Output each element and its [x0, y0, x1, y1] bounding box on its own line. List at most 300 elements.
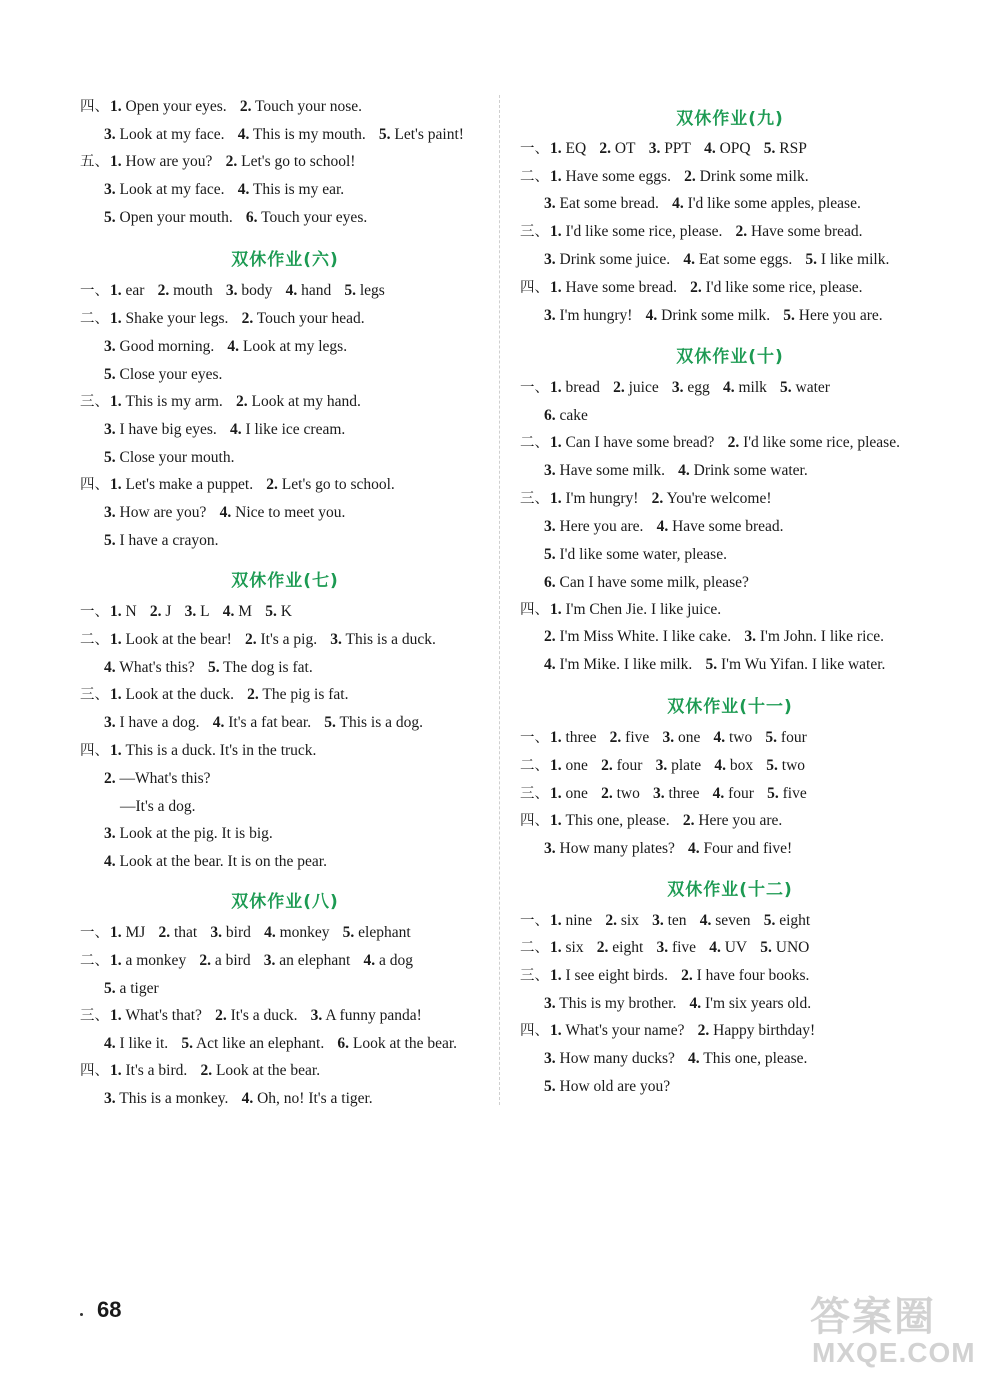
- item-text: OT: [610, 140, 636, 157]
- answer-item: [110, 282, 144, 299]
- item-number: 2.: [681, 967, 693, 984]
- item-text: A funny panda!: [322, 1007, 422, 1024]
- answer-item: [678, 462, 808, 479]
- item-text: This is a dog.: [335, 714, 423, 731]
- answer-line: [544, 627, 884, 647]
- group-number: 二、: [520, 435, 549, 451]
- item-number: 4.: [237, 126, 250, 143]
- group-number: 二、: [520, 169, 549, 185]
- item-number: 4.: [229, 421, 242, 438]
- item-text: hand: [297, 282, 332, 299]
- group-number: 二、: [80, 632, 109, 648]
- item-number: 2.: [158, 924, 171, 941]
- group-number: 四、: [520, 1023, 549, 1039]
- group-number: 一、: [80, 283, 109, 299]
- item-text: a tiger: [115, 980, 159, 997]
- item-text: five: [621, 729, 650, 746]
- answer-item: [690, 995, 812, 1012]
- item-text: Have some bread.: [747, 223, 863, 240]
- item-number: 5.: [763, 140, 776, 157]
- item-number: 2.: [651, 490, 664, 507]
- answer-item: [550, 912, 592, 929]
- answer-item: [266, 476, 395, 493]
- item-text: six: [616, 912, 639, 929]
- item-text: Drink some juice.: [555, 251, 671, 268]
- answer-line: [520, 811, 782, 831]
- item-text: I see eight birds.: [561, 967, 668, 984]
- answer-line: [544, 839, 792, 859]
- answer-line: [80, 741, 316, 761]
- answer-line: [544, 306, 883, 326]
- answer-item: [104, 366, 222, 383]
- answer-item: [766, 757, 805, 774]
- answer-item: [672, 195, 861, 212]
- item-number: 1.: [550, 912, 562, 929]
- answer-item: [550, 140, 586, 157]
- answer-line: [80, 281, 385, 301]
- item-text: I'd like some rice, please.: [739, 434, 900, 451]
- answer-item: [226, 153, 356, 170]
- answer-item: [246, 209, 367, 226]
- answer-item: [104, 532, 218, 549]
- item-text: two: [725, 729, 753, 746]
- item-text: I'm Mike. I like milk.: [555, 656, 693, 673]
- item-number: 4.: [656, 518, 669, 535]
- item-number: 4.: [722, 379, 735, 396]
- item-text: How are you?: [115, 504, 207, 521]
- answer-item: [220, 504, 346, 521]
- item-text: Look at my face.: [115, 181, 225, 198]
- group-number: 四、: [80, 99, 109, 115]
- item-text: eight: [608, 939, 644, 956]
- item-text: box: [725, 757, 754, 774]
- answer-item: [544, 1078, 670, 1095]
- group-number: 四、: [520, 813, 549, 829]
- answer-line: [544, 194, 861, 214]
- item-text: Here you are.: [694, 812, 783, 829]
- item-number: 3.: [104, 126, 116, 143]
- item-number: 2.: [682, 812, 695, 829]
- answer-line: [104, 713, 423, 733]
- answer-item: [210, 924, 250, 941]
- item-text: How old are you?: [555, 1078, 671, 1095]
- item-text: three: [664, 785, 700, 802]
- item-text: one: [561, 785, 588, 802]
- item-text: five: [668, 939, 697, 956]
- answer-item: [104, 338, 214, 355]
- item-text: I'd like some water, please.: [555, 546, 727, 563]
- answer-item: [104, 770, 211, 787]
- item-number: 3.: [104, 504, 116, 521]
- item-text: Look at my hand.: [247, 393, 361, 410]
- item-number: 3.: [544, 195, 556, 212]
- answer-line: [80, 392, 361, 412]
- answer-line: [104, 125, 464, 145]
- item-text: five: [778, 785, 807, 802]
- item-text: an elephant: [275, 952, 351, 969]
- answer-item: [550, 939, 584, 956]
- item-text: J: [161, 603, 172, 620]
- item-text: a dog: [375, 952, 413, 969]
- item-text: I'm Chen Jie. I like juice.: [561, 601, 722, 618]
- answer-item: [200, 1062, 320, 1079]
- item-text: What's this?: [115, 659, 195, 676]
- answer-line: [520, 139, 807, 159]
- answer-item: [104, 853, 327, 870]
- item-number: 6.: [544, 574, 556, 591]
- item-number: 3.: [652, 912, 664, 929]
- answer-item: [656, 939, 696, 956]
- item-number: 3.: [662, 729, 675, 746]
- item-number: 4.: [363, 952, 376, 969]
- page-number: 68: [97, 1297, 122, 1322]
- item-text: bird: [222, 924, 251, 941]
- item-number: 5.: [181, 1035, 193, 1052]
- answer-item: [544, 656, 692, 673]
- item-number: 1.: [550, 785, 562, 802]
- item-number: 1.: [110, 952, 122, 969]
- item-text: Touch your head.: [253, 310, 365, 327]
- item-text: Here you are.: [794, 307, 883, 324]
- item-number: 4.: [104, 853, 116, 870]
- item-number: 3.: [104, 181, 116, 198]
- answer-item: [104, 714, 200, 731]
- answer-item: [705, 656, 885, 673]
- item-text: Look at my legs.: [239, 338, 348, 355]
- item-text: L: [196, 603, 210, 620]
- item-text: elephant: [354, 924, 411, 941]
- item-text: OPQ: [715, 140, 751, 157]
- item-text: I have a dog.: [115, 714, 200, 731]
- answer-line: [120, 797, 196, 817]
- item-number: 3.: [210, 924, 223, 941]
- item-text: UNO: [771, 939, 810, 956]
- answer-item: [684, 168, 808, 185]
- answer-item: [264, 924, 329, 941]
- item-number: 5.: [767, 785, 779, 802]
- answer-line: [80, 475, 395, 495]
- item-number: 4.: [688, 840, 700, 857]
- answer-line: [544, 461, 808, 481]
- item-number: 1.: [550, 967, 562, 984]
- item-number: 5.: [342, 924, 355, 941]
- answer-item: [363, 952, 413, 969]
- item-number: 4.: [227, 338, 240, 355]
- item-text: M: [234, 603, 253, 620]
- group-number: 一、: [80, 604, 109, 620]
- item-number: 3.: [544, 307, 556, 324]
- answer-item: [700, 912, 751, 929]
- answer-item: [544, 546, 727, 563]
- item-text: I'm hungry!: [561, 490, 639, 507]
- answer-line: [104, 1089, 373, 1109]
- item-number: 1.: [550, 140, 562, 157]
- item-number: 3.: [648, 140, 661, 157]
- answer-line: [80, 1006, 422, 1026]
- item-number: 1.: [550, 434, 562, 451]
- item-number: 3.: [225, 282, 238, 299]
- item-number: 5.: [265, 603, 277, 620]
- item-number: 1.: [550, 757, 562, 774]
- item-number: 4.: [222, 603, 235, 620]
- group-number: 四、: [80, 477, 109, 493]
- item-text: a bird: [211, 952, 251, 969]
- answer-item: [337, 1035, 457, 1052]
- item-text: It's a duck.: [226, 1007, 298, 1024]
- answer-item: [688, 1050, 807, 1067]
- answer-item: [550, 279, 677, 296]
- answer-item: [683, 812, 782, 829]
- item-text: I'd like some apples, please.: [683, 195, 861, 212]
- item-text: How many ducks?: [555, 1050, 675, 1067]
- item-text: Oh, no! It's a tiger.: [253, 1090, 373, 1107]
- item-number: 5.: [705, 656, 718, 673]
- answer-item: [104, 449, 234, 466]
- item-number: 1.: [550, 812, 562, 829]
- item-text: I have four books.: [692, 967, 810, 984]
- answer-item: [709, 939, 747, 956]
- answer-item: [104, 181, 225, 198]
- answer-item: [662, 729, 700, 746]
- item-number: 4.: [689, 995, 702, 1012]
- item-number: 2.: [266, 476, 278, 493]
- item-text: The dog is fat.: [219, 659, 313, 676]
- item-text: I'm Wu Yifan. I like water.: [717, 656, 886, 673]
- item-number: 2.: [200, 1062, 213, 1079]
- item-number: 5.: [765, 729, 778, 746]
- answer-item: [550, 379, 600, 396]
- answer-line: [104, 180, 344, 200]
- item-text: Have some eggs.: [561, 168, 671, 185]
- item-text: four: [724, 785, 754, 802]
- item-number: 4.: [544, 656, 556, 673]
- answer-item: [110, 952, 186, 969]
- answer-item: [110, 631, 232, 648]
- answer-item: [550, 1022, 685, 1039]
- item-text: You're welcome!: [663, 490, 772, 507]
- item-number: 3.: [544, 1050, 556, 1067]
- item-number: 2.: [215, 1007, 227, 1024]
- item-text: This is my ear.: [249, 181, 345, 198]
- item-number: 3.: [544, 462, 556, 479]
- item-number: 3.: [544, 518, 556, 535]
- item-text: milk: [734, 379, 767, 396]
- item-text: I have big eyes.: [115, 421, 217, 438]
- section-title: 双休作业(十): [676, 347, 784, 367]
- item-text: I'm John. I like rice.: [755, 628, 885, 645]
- item-text: I like milk.: [817, 251, 890, 268]
- group-number: 三、: [80, 1008, 109, 1024]
- answer-item: [104, 1090, 228, 1107]
- item-text: three: [561, 729, 597, 746]
- item-text: MJ: [121, 924, 146, 941]
- answer-line: [104, 979, 159, 999]
- answer-line: [520, 600, 721, 620]
- item-number: 1.: [550, 601, 562, 618]
- item-text: Let's make a puppet.: [121, 476, 254, 493]
- answer-item: [110, 310, 228, 327]
- answer-item: [240, 98, 362, 115]
- answer-line: [544, 545, 727, 565]
- answer-item: [208, 659, 313, 676]
- answer-item: [223, 603, 252, 620]
- item-text: mouth: [169, 282, 213, 299]
- answer-item: [110, 153, 212, 170]
- item-number: 4.: [713, 729, 726, 746]
- item-text: This one, please.: [699, 1050, 808, 1067]
- group-number: 四、: [80, 743, 109, 759]
- answer-line: [544, 517, 784, 537]
- answer-line: [104, 337, 347, 357]
- answer-line: [544, 573, 749, 593]
- answer-line: [80, 951, 413, 971]
- item-text: This is my brother.: [555, 995, 677, 1012]
- item-text: This is a duck. It's in the truck.: [121, 742, 317, 759]
- answer-line: [80, 97, 362, 117]
- answer-item: [245, 631, 317, 648]
- group-number: 四、: [80, 1063, 109, 1079]
- item-text: I'm hungry!: [555, 307, 633, 324]
- answer-item: [704, 140, 751, 157]
- item-text: legs: [356, 282, 385, 299]
- watermark-logo: 答案圈: [810, 1295, 936, 1339]
- answer-line: [104, 503, 345, 523]
- item-number: 2.: [199, 952, 211, 969]
- item-text: body: [237, 282, 273, 299]
- answer-item: [764, 140, 807, 157]
- item-text: I have a crayon.: [115, 532, 219, 549]
- item-text: This is a duck.: [341, 631, 436, 648]
- item-text: two: [777, 757, 806, 774]
- item-number: 2.: [601, 785, 613, 802]
- item-text: Eat some eggs.: [694, 251, 793, 268]
- item-text: The pig is fat.: [258, 686, 349, 703]
- watermark: [810, 1285, 990, 1375]
- item-number: 1.: [550, 939, 562, 956]
- item-text: Shake your legs.: [121, 310, 229, 327]
- item-text: Touch your nose.: [251, 98, 363, 115]
- answer-line: [520, 167, 809, 187]
- item-number: 3.: [104, 825, 116, 842]
- answer-item: [683, 251, 792, 268]
- item-number: 4.: [672, 195, 684, 212]
- answer-item: [550, 168, 671, 185]
- item-text: one: [674, 729, 701, 746]
- item-number: 1.: [110, 282, 122, 299]
- item-number: 1.: [110, 476, 122, 493]
- answer-line: [520, 911, 810, 931]
- item-text: Close your mouth.: [115, 449, 235, 466]
- group-number: 三、: [520, 224, 549, 240]
- item-text: This is my mouth.: [249, 126, 366, 143]
- answer-item: [199, 952, 250, 969]
- answer-line: [104, 769, 211, 789]
- item-number: 1.: [550, 729, 562, 746]
- item-text: It's a pig.: [256, 631, 318, 648]
- item-text: Look at the bear.: [212, 1062, 321, 1079]
- item-number: 1.: [110, 924, 122, 941]
- answer-item: [104, 126, 225, 143]
- group-number: 三、: [80, 394, 109, 410]
- answer-line: [520, 278, 863, 298]
- answer-item: [783, 307, 882, 324]
- answer-line: [544, 1077, 670, 1097]
- item-text: Can I have some milk, please?: [555, 574, 749, 591]
- item-text: I'd like some rice, please.: [701, 279, 863, 296]
- item-number: 4.: [104, 659, 116, 676]
- answer-line: [520, 489, 772, 509]
- column-divider: [499, 95, 500, 1105]
- answer-item: [150, 603, 172, 620]
- item-number: 2.: [727, 434, 740, 451]
- item-number: 5.: [760, 939, 772, 956]
- answer-item: [110, 1062, 187, 1079]
- item-text: cake: [555, 407, 588, 424]
- item-number: 3.: [104, 338, 116, 355]
- item-number: 3.: [104, 714, 116, 731]
- item-text: PPT: [660, 140, 691, 157]
- answer-item: [610, 729, 650, 746]
- answer-line: [520, 433, 900, 453]
- item-text: Eat some bread.: [555, 195, 659, 212]
- answer-item: [605, 912, 639, 929]
- item-text: a monkey: [121, 952, 187, 969]
- item-number: 2.: [599, 140, 611, 157]
- answer-item: [311, 1007, 422, 1024]
- item-number: 1.: [110, 1007, 122, 1024]
- answer-item: [597, 939, 644, 956]
- answer-item: [550, 729, 596, 746]
- item-number: 3.: [544, 251, 556, 268]
- answer-item: [688, 840, 792, 857]
- item-text: Look at the bear. It is on the pear.: [115, 853, 327, 870]
- answer-item: [264, 952, 351, 969]
- answer-item: [265, 603, 292, 620]
- item-text: Can I have some bread?: [561, 434, 715, 451]
- section-title: 双休作业(七): [231, 571, 339, 591]
- item-text: Look at the bear!: [121, 631, 232, 648]
- item-number: 5.: [104, 532, 116, 549]
- answer-item: [544, 840, 675, 857]
- item-text: What's your name?: [561, 1022, 685, 1039]
- item-number: 1.: [110, 1062, 122, 1079]
- answer-item: [242, 310, 365, 327]
- group-number: 一、: [520, 141, 549, 157]
- item-text: Let's paint!: [390, 126, 464, 143]
- answer-item: [550, 601, 721, 618]
- item-number: 2.: [239, 98, 252, 115]
- item-number: 4.: [104, 1035, 116, 1052]
- item-number: 2.: [613, 379, 625, 396]
- answer-item: [230, 421, 345, 438]
- item-number: 5.: [763, 912, 776, 929]
- group-number: 四、: [520, 280, 549, 296]
- item-text: eight: [775, 912, 811, 929]
- answer-item: [550, 223, 722, 240]
- answer-line: [104, 658, 313, 678]
- item-number: 1.: [110, 153, 122, 170]
- group-number: 二、: [80, 953, 109, 969]
- item-text: Open your mouth.: [115, 209, 233, 226]
- item-number: 5.: [766, 757, 778, 774]
- item-number: 2.: [544, 628, 556, 645]
- answer-item: [238, 126, 366, 143]
- item-number: 1.: [110, 310, 122, 327]
- item-number: 2.: [104, 770, 116, 787]
- item-text: How many plates?: [555, 840, 675, 857]
- answer-item: [544, 628, 731, 645]
- item-number: 4.: [683, 251, 695, 268]
